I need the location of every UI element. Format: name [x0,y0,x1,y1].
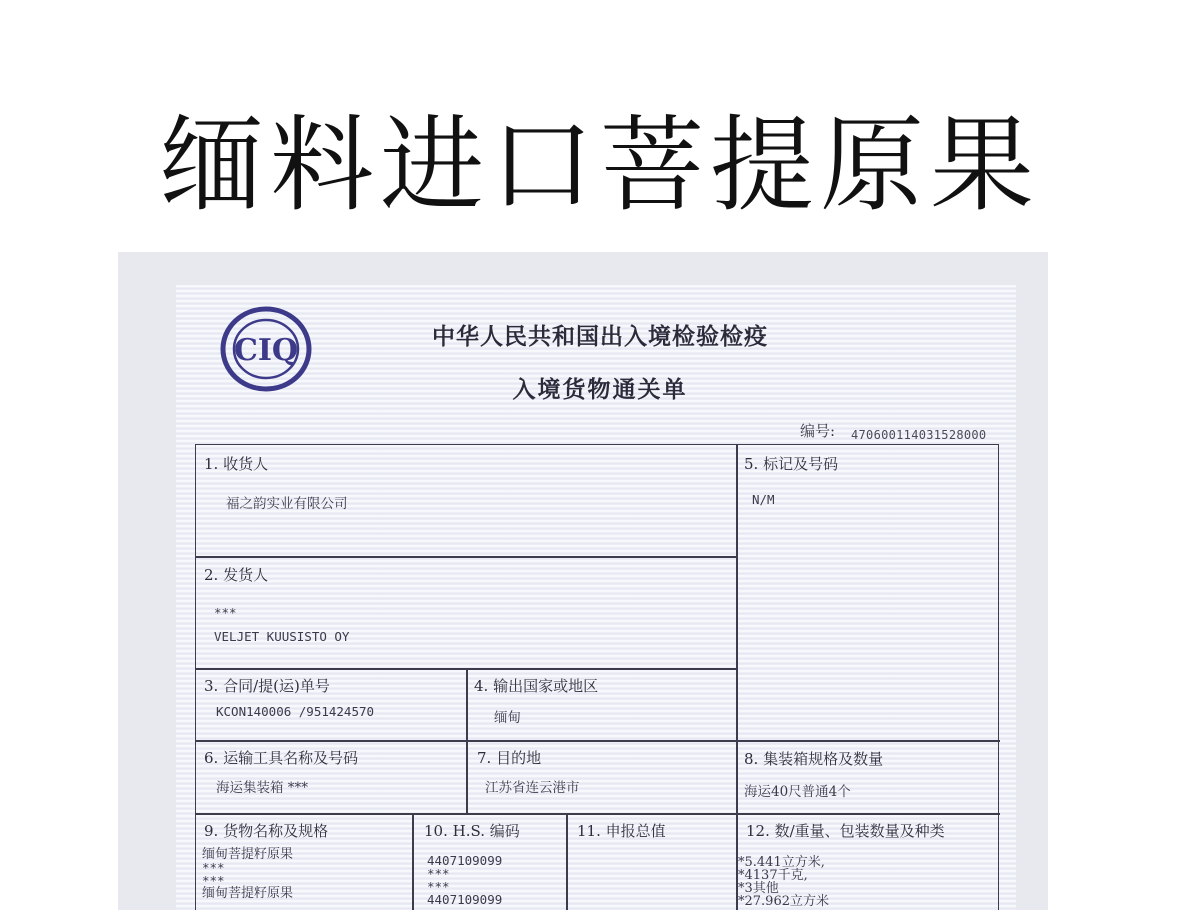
consignor-value-line1: *** [214,605,237,620]
contract-no-value: KCON140006 /951424570 [216,704,375,719]
goods-label: 9. 货物名称及规格 [204,822,329,840]
transport-value: 海运集装箱 *** [216,780,309,796]
hs-code-value-line: 4407109099 [427,853,503,868]
marks-label: 5. 标记及号码 [744,455,839,473]
consignee-label: 1. 收货人 [204,455,269,473]
hs-code-value-line: *** [427,879,450,894]
origin-country-label: 4. 输出国家或地区 [474,677,599,695]
quantity-value-line: *27.962立方米 [738,894,829,909]
container-label: 8. 集装箱规格及数量 [744,750,884,768]
page-headline: 缅料进口菩提原果 [159,104,1040,226]
container-value: 海运40尺普通4个 [744,784,851,800]
origin-country-value: 缅甸 [494,710,521,726]
hs-code-label: 10. H.S. 编码 [424,822,520,840]
divider-vertical-hs [566,813,568,910]
quantity-value-line: *5.441立方米, [738,855,825,870]
hs-code-value-line: *** [427,866,450,881]
destination-label: 7. 目的地 [477,749,542,767]
declared-total-label: 11. 申报总值 [577,822,666,840]
ciq-logo-icon [219,304,315,394]
transport-label: 6. 运输工具名称及号码 [204,749,359,767]
destination-value: 江苏省连云港市 [485,780,580,796]
goods-value-line: *** [202,860,225,875]
consignor-label: 2. 发货人 [204,566,269,584]
quantity-value-line: *4137千克, [738,868,808,883]
quantity-value-list [738,856,829,908]
goods-value-list [202,848,293,900]
divider-after-contract [196,740,1000,742]
logo-text: CIQ [233,333,299,368]
divider-vertical-row6 [736,740,738,814]
quantity-label: 12. 数/重量、包装数量及种类 [746,822,945,840]
consignee-value: 福之韵实业有限公司 [226,496,348,512]
certificate-title: 中华人民共和国出入境检验检疫 [432,324,768,350]
divider-after-consignee [196,556,736,558]
consignor-value-line2: VELJET KUUSISTO OY [214,629,350,644]
contract-no-label: 3. 合同/提(运)单号 [204,677,330,695]
divider-vertical-right-column [736,445,738,741]
goods-value-line: *** [202,873,225,888]
hs-code-value-list [427,854,502,906]
serial-number-label: 编号: [800,422,836,440]
serial-number-value: 470600114031528000 [851,428,987,442]
quantity-value-line: *3其他 [738,881,779,896]
divider-after-transport [196,813,1000,815]
divider-vertical-goods [412,813,414,910]
goods-value-line: 缅甸菩提籽原果 [202,886,294,901]
marks-value: N/M [752,492,775,507]
certificate-subtitle: 入境货物通关单 [512,377,688,403]
goods-value-line: 缅甸菩提籽原果 [202,847,294,862]
hs-code-value-line: 4407109099 [427,892,503,907]
